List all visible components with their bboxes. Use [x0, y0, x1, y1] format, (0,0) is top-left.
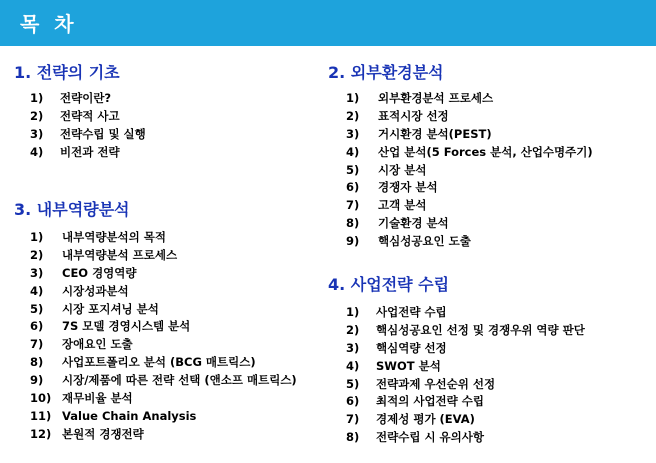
- list-item: [346, 197, 648, 215]
- item-number: 8): [30, 355, 44, 370]
- item-number: 9): [346, 234, 360, 249]
- item-text: 산업 분석(5 Forces 분석, 산업수명주기): [378, 144, 593, 159]
- item-number: 3): [346, 340, 360, 355]
- list-item: [30, 283, 334, 301]
- item-text: 시장 분석: [378, 162, 427, 177]
- list-item: [30, 90, 314, 108]
- item-number: 2): [30, 108, 44, 123]
- list-item: [346, 393, 648, 411]
- item-text: 고객 분석: [378, 198, 427, 213]
- list-item: [346, 126, 648, 144]
- list-item: [346, 358, 648, 376]
- list-item: [346, 233, 648, 251]
- list-item: [346, 411, 648, 429]
- title-banner: [0, 0, 656, 46]
- item-text: 내부역량분석의 목적: [62, 230, 166, 244]
- section-strategy-basics: [14, 62, 314, 162]
- item-number: 5): [346, 376, 360, 391]
- section-title: 1. 전략의 기초: [14, 63, 120, 82]
- list-item: [30, 426, 334, 444]
- item-text: 거시환경 분석(PEST): [378, 126, 492, 141]
- item-text: 7S 모델 경영시스템 분석: [62, 319, 191, 334]
- item-number: 6): [346, 394, 360, 409]
- page-title: 목 차: [20, 12, 78, 36]
- item-text: 비전과 전략: [60, 144, 120, 159]
- list-item: [346, 340, 648, 358]
- list-item: [346, 179, 648, 197]
- item-number: 4): [346, 358, 360, 373]
- item-text: 전략과제 우선순위 선정: [376, 376, 496, 391]
- list-item: [30, 318, 334, 336]
- item-number: 6): [346, 180, 360, 195]
- item-number: 2): [346, 322, 360, 337]
- section-external-analysis: [328, 62, 648, 251]
- item-number: 1): [30, 91, 44, 105]
- list-item: [30, 144, 314, 162]
- list-item: [30, 390, 334, 408]
- item-text: Value Chain Analysis: [62, 408, 197, 423]
- item-text: 전략이란?: [60, 91, 112, 105]
- item-number: 2): [346, 108, 360, 123]
- item-text: 핵심성공요인 도출: [378, 234, 471, 249]
- item-text: 핵심성공요인 선정 및 경쟁우위 역량 판단: [376, 322, 585, 337]
- item-number: 10): [30, 391, 52, 406]
- item-text: 재무비율 분석: [62, 391, 133, 406]
- item-number: 3): [30, 265, 44, 280]
- item-text: 전략적 사고: [60, 108, 120, 123]
- item-text: 표적시장 선정: [378, 108, 449, 123]
- item-number: 3): [30, 126, 44, 141]
- list-item: [30, 408, 334, 426]
- item-text: 핵심역량 선정: [376, 340, 447, 355]
- list-item: [346, 376, 648, 394]
- section-item-list: [346, 90, 648, 251]
- item-text: SWOT 분석: [376, 358, 441, 373]
- item-text: 시장 포지셔닝 분석: [62, 301, 159, 316]
- item-text: 전략수립 시 유의사항: [376, 430, 484, 445]
- section-item-list: [30, 229, 334, 444]
- item-number: 1): [346, 305, 360, 319]
- list-item: [30, 372, 334, 390]
- list-item: [346, 304, 648, 322]
- item-text: 시장성과분석: [62, 283, 129, 298]
- section-internal-analysis: [14, 199, 334, 444]
- item-text: 경제성 평가 (EVA): [376, 412, 475, 427]
- list-item: [346, 429, 648, 447]
- item-number: 7): [346, 412, 360, 427]
- list-item: [30, 301, 334, 319]
- item-number: 4): [346, 144, 360, 159]
- item-number: 7): [30, 337, 44, 352]
- item-number: 3): [346, 126, 360, 141]
- list-item: [30, 126, 314, 144]
- item-text: 내부역량분석 프로세스: [62, 247, 178, 262]
- item-number: 5): [30, 301, 44, 316]
- list-item: [346, 322, 648, 340]
- item-number: 9): [30, 373, 44, 388]
- item-text: 장애요인 도출: [62, 337, 133, 352]
- list-item: [30, 265, 334, 283]
- list-item: [346, 90, 648, 108]
- section-title: 4. 사업전략 수립: [328, 275, 450, 294]
- item-text: 경쟁자 분석: [378, 180, 438, 195]
- list-item: [30, 336, 334, 354]
- item-number: 8): [346, 430, 360, 445]
- item-number: 8): [346, 216, 360, 231]
- list-item: [30, 247, 334, 265]
- item-number: 1): [30, 230, 44, 244]
- list-item: [30, 108, 314, 126]
- item-text: 사업포트폴리오 분석 (BCG 매트릭스): [62, 355, 256, 370]
- item-text: 전략수립 및 실행: [60, 126, 146, 141]
- section-item-list: [346, 304, 648, 447]
- item-number: 11): [30, 408, 52, 423]
- item-text: 시장/제품에 따른 전략 선택 (앤소프 매트릭스): [62, 373, 297, 388]
- list-item: [346, 144, 648, 162]
- list-item: [30, 229, 334, 247]
- section-item-list: [30, 90, 314, 162]
- list-item: [346, 215, 648, 233]
- list-item: [346, 162, 648, 180]
- item-number: 4): [30, 283, 44, 298]
- item-text: 사업전략 수립: [376, 305, 447, 319]
- item-number: 7): [346, 198, 360, 213]
- item-number: 1): [346, 91, 360, 105]
- item-number: 6): [30, 319, 44, 334]
- item-text: 최적의 사업전략 수립: [376, 394, 484, 409]
- item-text: 외부환경분석 프로세스: [378, 91, 494, 105]
- item-number: 5): [346, 162, 360, 177]
- list-item: [346, 108, 648, 126]
- item-number: 2): [30, 247, 44, 262]
- section-title: 3. 내부역량분석: [14, 200, 130, 219]
- item-text: CEO 경영역량: [62, 265, 137, 280]
- item-number: 4): [30, 144, 44, 159]
- section-title: 2. 외부환경분석: [328, 63, 444, 82]
- section-business-strategy: [328, 274, 648, 447]
- list-item: [30, 354, 334, 372]
- item-text: 기술환경 분석: [378, 216, 449, 231]
- item-text: 본원적 경쟁전략: [62, 426, 144, 441]
- item-number: 12): [30, 426, 52, 441]
